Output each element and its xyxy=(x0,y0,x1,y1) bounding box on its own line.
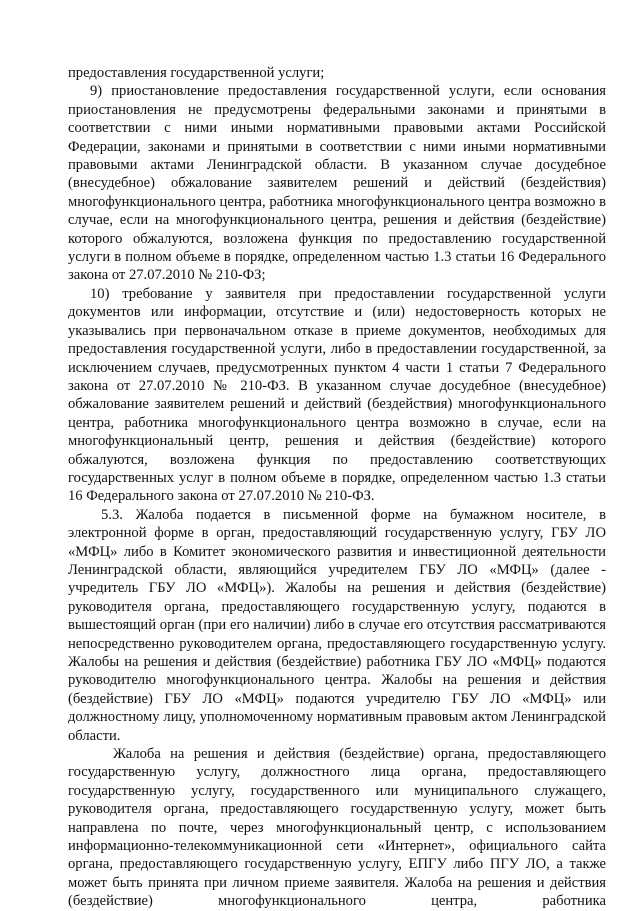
paragraph-complaint: Жалоба на решения и действия (бездействие) органа, предоставляющего государственную услугу, должностного лица органа, предоставляющего государственную услугу, государственного или муниципального служащего, руководителя органа, предоставляющего государственную услугу, может быть направлена по почте, через многофункциональный центр, с использованием информационно-телекоммуникационной сети «Интернет», официального сайта органа, предоставляющего государственную услугу, ЕПГУ либо ПГУ ЛО, а также может быть принята при личном приеме заявителя. Жалоба на решения и действия (бездействие) многофункционального центра, работника xyxy=(68,746,606,910)
paragraph-item-9: 9) приостановление предоставления государственной услуги, если основания приостановления не предусмотрены федеральными законами и принятыми в соответствии с ними иными нормативными правовыми актами Российской Федерации, законами и принятыми в соответствии с ними иными нормативными правовыми актами Ленинградской области. В указанном случае досудебное (внесудебное) обжалование заявителем решений и действий (бездействия) многофункционального центра, работника многофункционального центра возможно в случае, если на многофункционального центра, решения и действия (бездействие) которого обжалуются, возложена функция по предоставлению государственной услуги в полном объеме в порядке, определенном частью 1.3 статьи 16 Федерального закона от 27.07.2010 № 210-ФЗ; xyxy=(68,83,606,284)
paragraph-section-5-3: 5.3. Жалоба подается в письменной форме на бумажном носителе, в электронной форме в орган, предоставляющий государственную услугу, ГБУ ЛО «МФЦ» либо в Комитет экономического развития и инвестиционной деятельности Ленинградской области, являющийся учредителем ГБУ ЛО «МФЦ» (далее - учредитель ГБУ ЛО «МФЦ»). Жалобы на решения и действия (бездействие) руководителя органа, предоставляющего государственную услугу, подаются в вышестоящий орган (при его наличии) либо в случае его отсутствия рассматриваются непосредственно руководителем органа, предоставляющего государственную услугу. Жалобы на решения и действия (бездействие) работника ГБУ ЛО «МФЦ» подаются руководителю многофункционального центра. Жалобы на решения и действия (бездействие) ГБУ ЛО «МФЦ» подаются учредителю ГБУ ЛО «МФЦ» или должностному лицу, уполномоченному нормативным правовым актом Ленинградской области. xyxy=(68,506,606,744)
paragraph-continuation: предоставления государственной услуги; xyxy=(68,65,325,81)
document-body xyxy=(68,64,606,911)
paragraph-item-10: 10) требование у заявителя при предоставлении государственной услуги документов или информации, отсутствие и (или) недостоверность которых не указывались при первоначальном отказе в приеме документов, необходимых для предоставления государственной услуги, либо в предоставлении государственной, за исключением случаев, предусмотренных пунктом 4 части 1 статьи 7 Федерального закона от 27.07.2010 № 210-ФЗ. В указанном случае досудебное (внесудебное) обжалование заявителем решений и действий (бездействия) многофункционального центра, работника многофункционального центра возможно в случае, если на многофункциональный центр, решения и действия (бездействие) которого обжалуются, возложена функция по предоставлению соответствующих государственных услуг в полном объеме в порядке, определенном частью 1.3 статьи 16 Федерального закона от 27.07.2010 № 210-ФЗ. xyxy=(68,285,606,505)
